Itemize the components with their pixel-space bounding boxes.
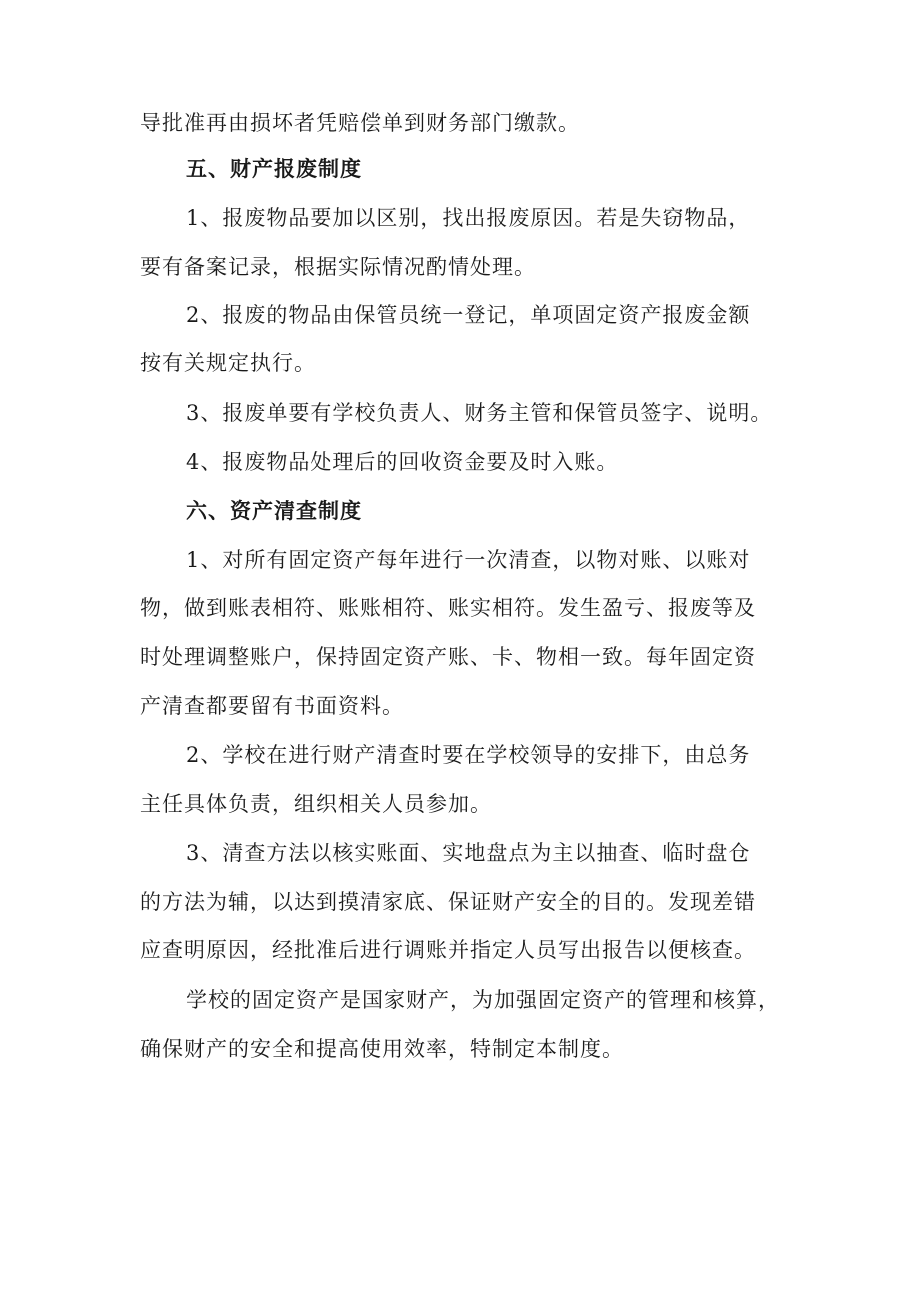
paragraph-line: 导批准再由损坏者凭赔偿单到财务部门缴款。 [140,111,580,135]
paragraph-line: 按有关规定执行。 [140,351,316,375]
paragraph-line: 4、报废物品处理后的回收资金要及时入账。 [186,450,619,474]
paragraph-line: 1、报废物品要加以区别，找出报废原因。若是失窃物品， [186,206,751,230]
paragraph-line: 3、清查方法以核实账面、实地盘点为主以抽查、临时盘仓 [186,841,751,865]
section-heading-five: 五、财产报废制度 [186,156,362,181]
paragraph-line: 2、报废的物品由保管员统一登记，单项固定资产报废金额 [186,303,751,327]
paragraph-line: 学校的固定资产是国家财产，为加强固定资产的管理和核算， [186,988,780,1012]
paragraph-line: 要有备案记录，根据实际情况酌情处理。 [140,255,536,279]
paragraph-line: 1、对所有固定资产每年进行一次清查，以物对账、以账对 [186,548,751,572]
paragraph-line: 应查明原因，经批准后进行调账并指定人员写出报告以便核查。 [140,938,756,962]
section-heading-six: 六、资产清查制度 [186,498,362,523]
paragraph-line: 主任具体负责，组织相关人员参加。 [140,792,492,816]
paragraph-line: 2、学校在进行财产清查时要在学校领导的安排下，由总务 [186,743,751,767]
paragraph-line: 确保财产的安全和提高使用效率，特制定本制度。 [140,1037,624,1061]
paragraph-line: 时处理调整账户，保持固定资产账、卡、物相一致。每年固定资 [140,645,756,669]
paragraph-line: 3、报废单要有学校负责人、财务主管和保管员签字、说明。 [186,401,773,425]
paragraph-line: 物，做到账表相符、账账相符、账实相符。发生盈亏、报废等及 [140,596,756,620]
paragraph-line: 的方法为辅，以达到摸清家底、保证财产安全的目的。发现差错 [140,890,756,914]
paragraph-line: 产清查都要留有书面资料。 [140,694,404,718]
